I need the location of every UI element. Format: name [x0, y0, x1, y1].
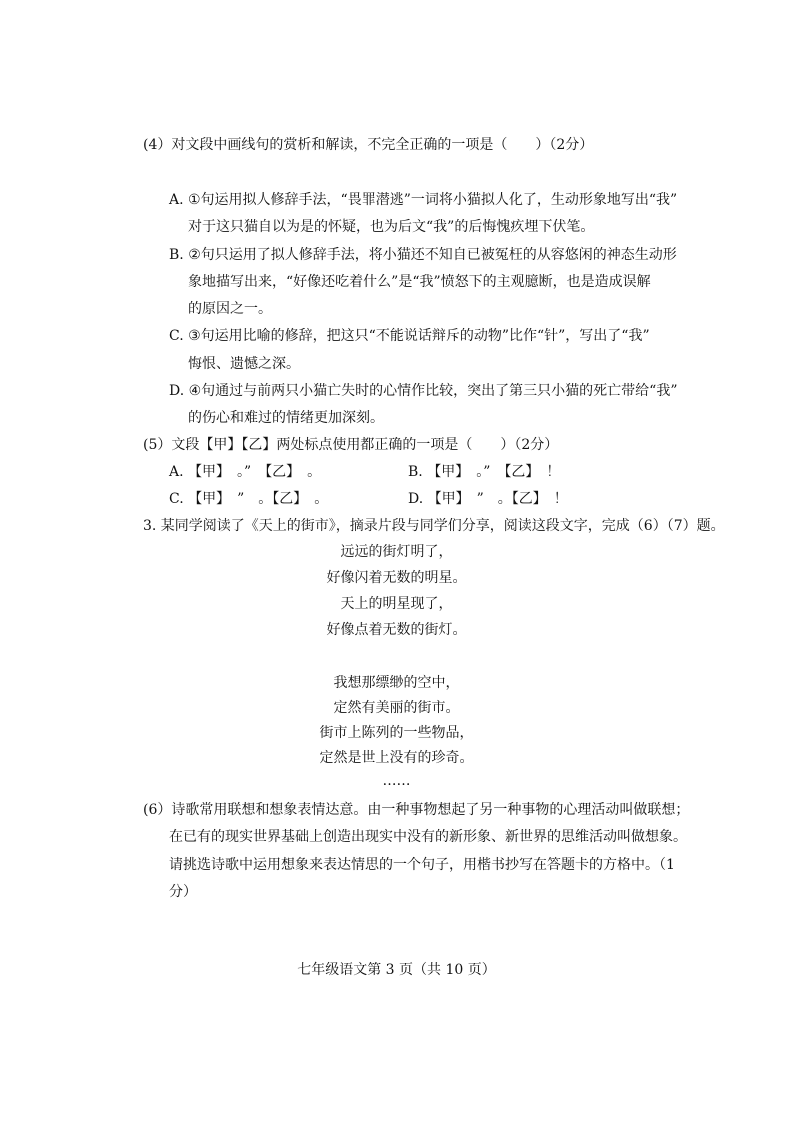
q6-line4: 分） [169, 884, 197, 900]
q4-option-a-line2: 对于这只猫自以为是的怀疑，也为后文“我”的后悔愧疚埋下伏笔。 [188, 219, 595, 235]
poem-line: 远远的街灯明了， [340, 544, 453, 560]
poem-line: 天上的明星现了， [340, 596, 453, 612]
q5-option-b: B. 【甲】 。” 【乙】 ！ [408, 464, 561, 480]
q5-stem: (5）文段【甲】【乙】两处标点使用都正确的一项是（ ）（2分） [143, 437, 559, 453]
q6-line3: 请挑选诗歌中运用想象来表达情思的一个句子，用楷书抄写在答题卡的方格中。（1 [169, 857, 675, 873]
q4-option-c-line1: C. ③句运用比喻的修辞，把这只“不能说话辩斥的动物”比作“针”，写出了“我” [169, 328, 650, 344]
poem-line: 定然有美丽的街市。 [333, 700, 460, 716]
poem-line: 我想那缥缈的空中， [333, 675, 460, 691]
q4-option-d-line1: D. ④句通过与前两只小猫亡失时的心情作比较，突出了第三只小猫的死亡带给“我” [169, 383, 678, 399]
q4-option-b-line2: 象地描写出来，“好像还吃着什么”是“我”愤怒下的主观臆断，也是造成误解 [188, 274, 651, 290]
q5-option-c: C. 【甲】 ” 。【乙】 。 [169, 491, 329, 507]
poem-line: 街市上陈列的一些物品， [319, 725, 474, 741]
q6-line1: (6）诗歌常用联想和想象表情达意。由一种事物想起了另一种事物的心理活动叫做联想； [143, 802, 690, 818]
q6-line2: 在已有的现实世界基础上创造出现实中没有的新形象、新世界的思维活动叫做想象。 [169, 829, 687, 845]
q4-option-a-line1: A. ①句运用拟人修辞手法，“畏罪潜逃”一词将小猫拟人化了，生动形象地写出“我” [169, 192, 678, 208]
poem-ellipsis: …… [382, 773, 411, 789]
q4-option-d-line2: 的伤心和难过的情绪更加深刻。 [188, 410, 384, 426]
q4-option-b-line3: 的原因之一。 [188, 301, 272, 317]
q4-stem: (4）对文段中画线句的赏析和解读，不完全正确的一项是（ ）（2分） [143, 137, 594, 153]
poem-line: 好像闪着无数的明星。 [326, 570, 467, 586]
q5-option-a: A. 【甲】 。” 【乙】 。 [169, 464, 322, 480]
q4-option-c-line2: 悔恨、遗憾之深。 [188, 356, 300, 372]
poem-line: 好像点着无数的街灯。 [326, 622, 467, 638]
page-footer: 七年级语文第 3 页（共 10 页） [297, 962, 496, 978]
q4-option-b-line1: B. ②句只运用了拟人修辞手法，将小猫还不知自已被冤枉的从容悠闲的神态生动形 [169, 247, 677, 263]
section-3-intro: 3. 某同学阅读了《天上的街市》，摘录片段与同学们分享，阅读这段文字，完成（6）（7）题。 [143, 518, 725, 534]
poem-line: 定然是世上没有的珍奇。 [319, 750, 474, 766]
q5-option-d: D. 【甲】 ” 。【乙】 ！ [408, 491, 568, 507]
